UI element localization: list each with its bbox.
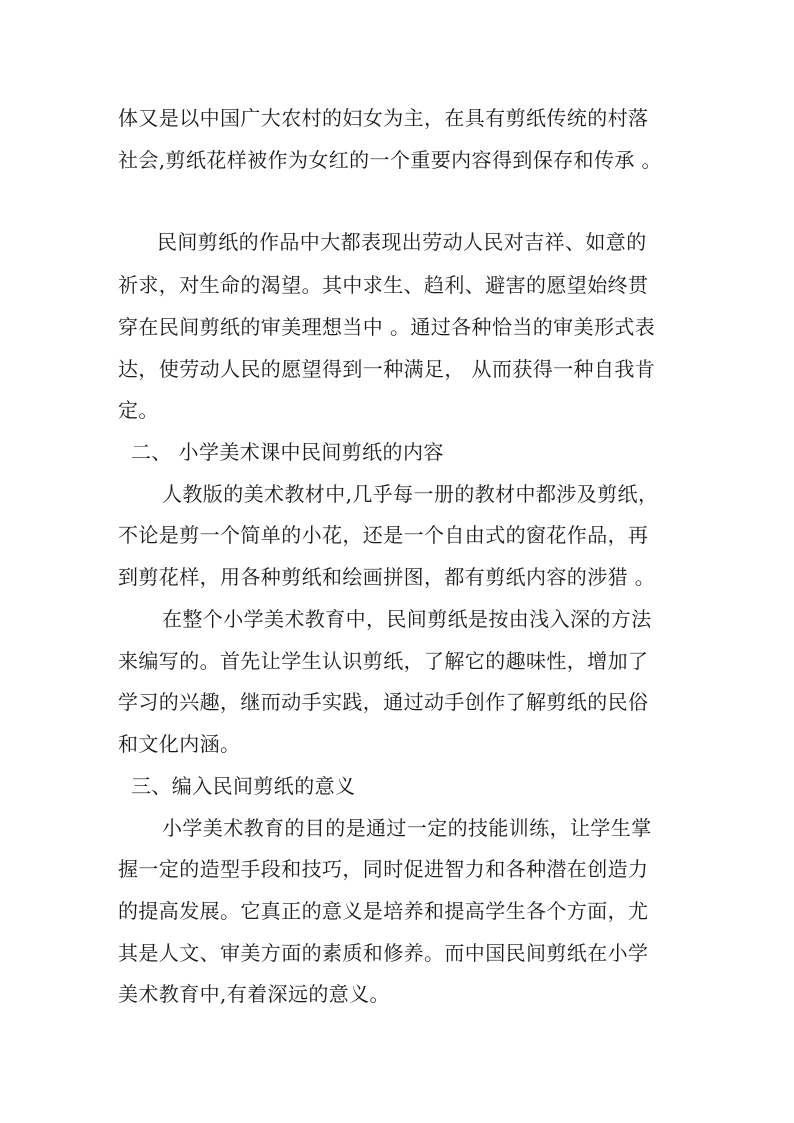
paragraph-5-line-5: 美术教育中,有着深远的意义。 (118, 982, 390, 1006)
paragraph-1-line-1: 体又是以中国广大农村的妇女为主，在具有剪纸传统的村落 (118, 106, 649, 130)
paragraph-5-line-2: 握一定的造型手段和技巧，同时促进智力和各种潜在创造力 (118, 857, 649, 881)
paragraph-5-line-1: 小学美术教育的目的是通过一定的技能训练，让学生掌 (162, 816, 652, 840)
paragraph-4-line-3: 学习的兴趣，继而动手实践，通过动手创作了解剪纸的民俗 (118, 690, 649, 714)
paragraph-5-line-4: 其是人文、审美方面的素质和修养。而中国民间剪纸在小学 (118, 941, 649, 965)
paragraph-2-line-3: 穿在民间剪纸的审美理想当中 。通过各种恰当的审美形式表 (118, 315, 656, 339)
paragraph-3-line-3: 到剪花样，用各种剪纸和绘画拼图，都有剪纸内容的涉猎 。 (118, 565, 656, 589)
paragraph-3-line-2: 不论是剪一个简单的小花，还是一个自由式的窗花作品，再 (118, 523, 649, 547)
paragraph-2-line-2: 祈求，对生命的渴望。其中求生、趋利、避害的愿望始终贯 (118, 273, 649, 297)
paragraph-4-line-4: 和文化内涵。 (118, 732, 241, 756)
paragraph-1-line-2: 社会,剪纸花样被作为女红的一个重要内容得到保存和传承 。 (118, 148, 662, 172)
paragraph-4-line-1: 在整个小学美术教育中，民间剪纸是按由浅入深的方法 (162, 607, 652, 631)
section-heading-2: 二、 小学美术课中民间剪纸的内容 (131, 440, 444, 464)
paragraph-2-line-1: 民间剪纸的作品中大都表现出劳动人民对吉祥、如意的 (157, 230, 647, 254)
paragraph-3-line-1: 人教版的美术教材中,几乎每一册的教材中都涉及剪纸， (162, 482, 659, 506)
section-heading-3: 三、编入民间剪纸的意义 (131, 774, 356, 798)
paragraph-5-line-3: 的提高发展。它真正的意义是培养和提高学生各个方面，尤 (118, 899, 649, 923)
paragraph-4-line-2: 来编写的。首先让学生认识剪纸，了解它的趣味性，增加了 (118, 649, 649, 673)
paragraph-2-line-5: 定。 (118, 398, 159, 422)
paragraph-2-line-4: 达，使劳动人民的愿望得到一种满足， 从而获得一种自我肯 (118, 357, 656, 381)
